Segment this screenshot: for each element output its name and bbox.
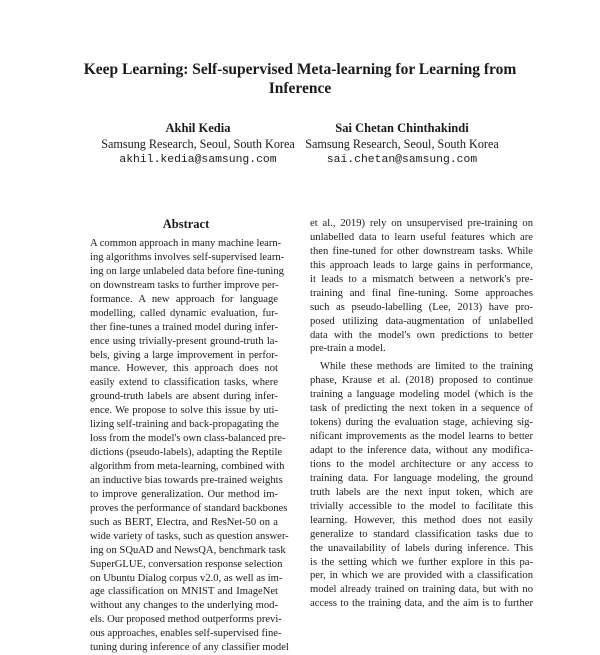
text-line: dictions (pseudo-labels), adapting the Reptile <box>90 447 283 459</box>
text-line: els. Our proposed method outperforms previ- <box>90 614 282 626</box>
text-line: trivially accessible to the model to facilitate this <box>310 500 533 512</box>
text-line: phase, Krause et al. (2018) proposed to continue <box>310 375 533 387</box>
text-line: unlabelled data to learn useful features which are <box>310 231 533 243</box>
text-line: then fine-tuned for other downstream tasks. While <box>310 245 533 257</box>
text-line: on downstream tasks to further improve per- <box>90 279 279 291</box>
text-line: this approach leads to large gains in performance, <box>310 259 533 271</box>
text-line: training and final fine-tuning. Some approaches <box>310 287 533 299</box>
text-line: generalize to standard classification tasks due to <box>310 528 533 540</box>
text-line: ther fine-tunes a trained model during infer- <box>90 321 278 333</box>
text-line: ous approaches, enables self-supervised fine- <box>90 628 282 640</box>
text-line: algorithm from meta-learning, combined with <box>90 461 285 472</box>
abstract-body <box>90 237 289 655</box>
text-line: it leads to a mismatch between a network's pre- <box>310 273 533 285</box>
text-line: age classification on MNIST and ImageNet <box>90 586 278 598</box>
text-line: proves the performance of standard backbones <box>90 502 288 514</box>
text-line: is the setting which we further explore in this pa- <box>310 556 533 568</box>
text-line: task of predicting the next token in a sequence of <box>310 403 533 415</box>
text-line: loss from the model's own class-balanced pre- <box>90 433 286 445</box>
text-line: training data. For language modeling, the ground <box>310 472 533 484</box>
text-line: SuperGLUE, conversation response selection <box>90 558 283 570</box>
text-line: ing algorithms involves self-supervised learn- <box>90 251 285 263</box>
text-line: bels, giving a large improvement in perfor- <box>90 349 278 361</box>
text-line: mance. However, this approach does not <box>90 363 278 375</box>
text-line: lizing self-training and back-propagating the <box>90 419 279 431</box>
body-paragraph <box>310 217 533 356</box>
text-line: modelling, called dynamic evaluation, fur- <box>90 307 278 319</box>
paper-title-line: Keep Learning: Self-supervised Meta-learning for Learning from <box>83 61 517 78</box>
text-line: such as BERT, Electra, and ResNet-50 on a <box>90 516 278 528</box>
text-line: to improve generalization. Our method im- <box>90 488 278 500</box>
text-line: ing on large unlabeled data before fine-tuning <box>90 265 284 277</box>
text-line: model already trained on training data, but with no <box>310 584 533 596</box>
text-line: data with the model's own predictions to better <box>310 329 533 341</box>
author-block <box>88 120 308 168</box>
text-line: adapt to the inference data, without any modifica- <box>310 445 533 456</box>
text-line: et al., 2019) rely on unsupervised pre-training on <box>310 218 533 229</box>
author-email: sai.chetan@samsung.com <box>326 154 478 166</box>
text-line: easily extend to classification tasks, where <box>90 377 278 389</box>
text-line: posed utilizing data-augmentation of unlabelled <box>310 315 533 327</box>
text-line: tokens) during the evaluation stage, achieving sig- <box>310 417 533 429</box>
abstract-heading: Abstract <box>162 217 210 231</box>
text-line: the unavailability of labels during inference. This <box>310 542 533 554</box>
text-line: per, in which we are provided with a classification <box>310 570 533 582</box>
text-line: access to the training data, and the aim is to further <box>310 598 533 610</box>
author-affiliation: Samsung Research, Seoul, South Korea <box>101 137 295 151</box>
text-line: tuning during inference of any classifier model <box>90 642 289 654</box>
text-line: ence using trivially-present ground-truth la- <box>90 335 278 347</box>
text-line: such as pseudo-labelling (Lee, 2013) have pro- <box>310 301 533 313</box>
text-line: training a language modeling model (which is the <box>310 389 533 401</box>
text-line: While these methods are limited to the training <box>320 361 533 373</box>
body-column-right <box>310 217 533 611</box>
author-name: Akhil Kedia <box>165 121 231 135</box>
text-line: on Ubuntu Dialog corpus v2.0, as well as im- <box>90 572 283 584</box>
text-line: ground-truth labels are absent during infer- <box>90 391 278 403</box>
text-line: ence. We propose to solve this issue by uti- <box>90 405 278 417</box>
body-paragraph <box>310 360 533 611</box>
author-name: Sai Chetan Chinthakindi <box>335 121 469 135</box>
text-line: ing on SQuAD and NewsQA, benchmark task <box>90 544 286 556</box>
text-line: an inductive bias towards pre-trained weights <box>90 474 283 486</box>
paper-title-line: Inference <box>268 80 332 97</box>
text-line: tions to the model architecture or any access to <box>310 458 533 470</box>
author-affiliation: Samsung Research, Seoul, South Korea <box>305 137 499 151</box>
text-line: pre-train a model. <box>310 343 386 355</box>
author-email: akhil.kedia@samsung.com <box>119 154 277 166</box>
paper-title <box>60 60 540 98</box>
text-line: without any changes to the underlying mod- <box>90 600 278 612</box>
text-line: truth labels are the next input token, which are <box>310 486 533 498</box>
text-line: wide variety of tasks, such as question answer- <box>90 530 289 542</box>
text-line: learning. However, this method does not easily <box>310 514 533 526</box>
author-block <box>292 120 512 168</box>
text-line: nificant improvements as the model learns to better <box>310 431 533 443</box>
text-line: formance. A new approach for language <box>90 293 278 305</box>
text-line: A common approach in many machine learn- <box>90 238 282 249</box>
